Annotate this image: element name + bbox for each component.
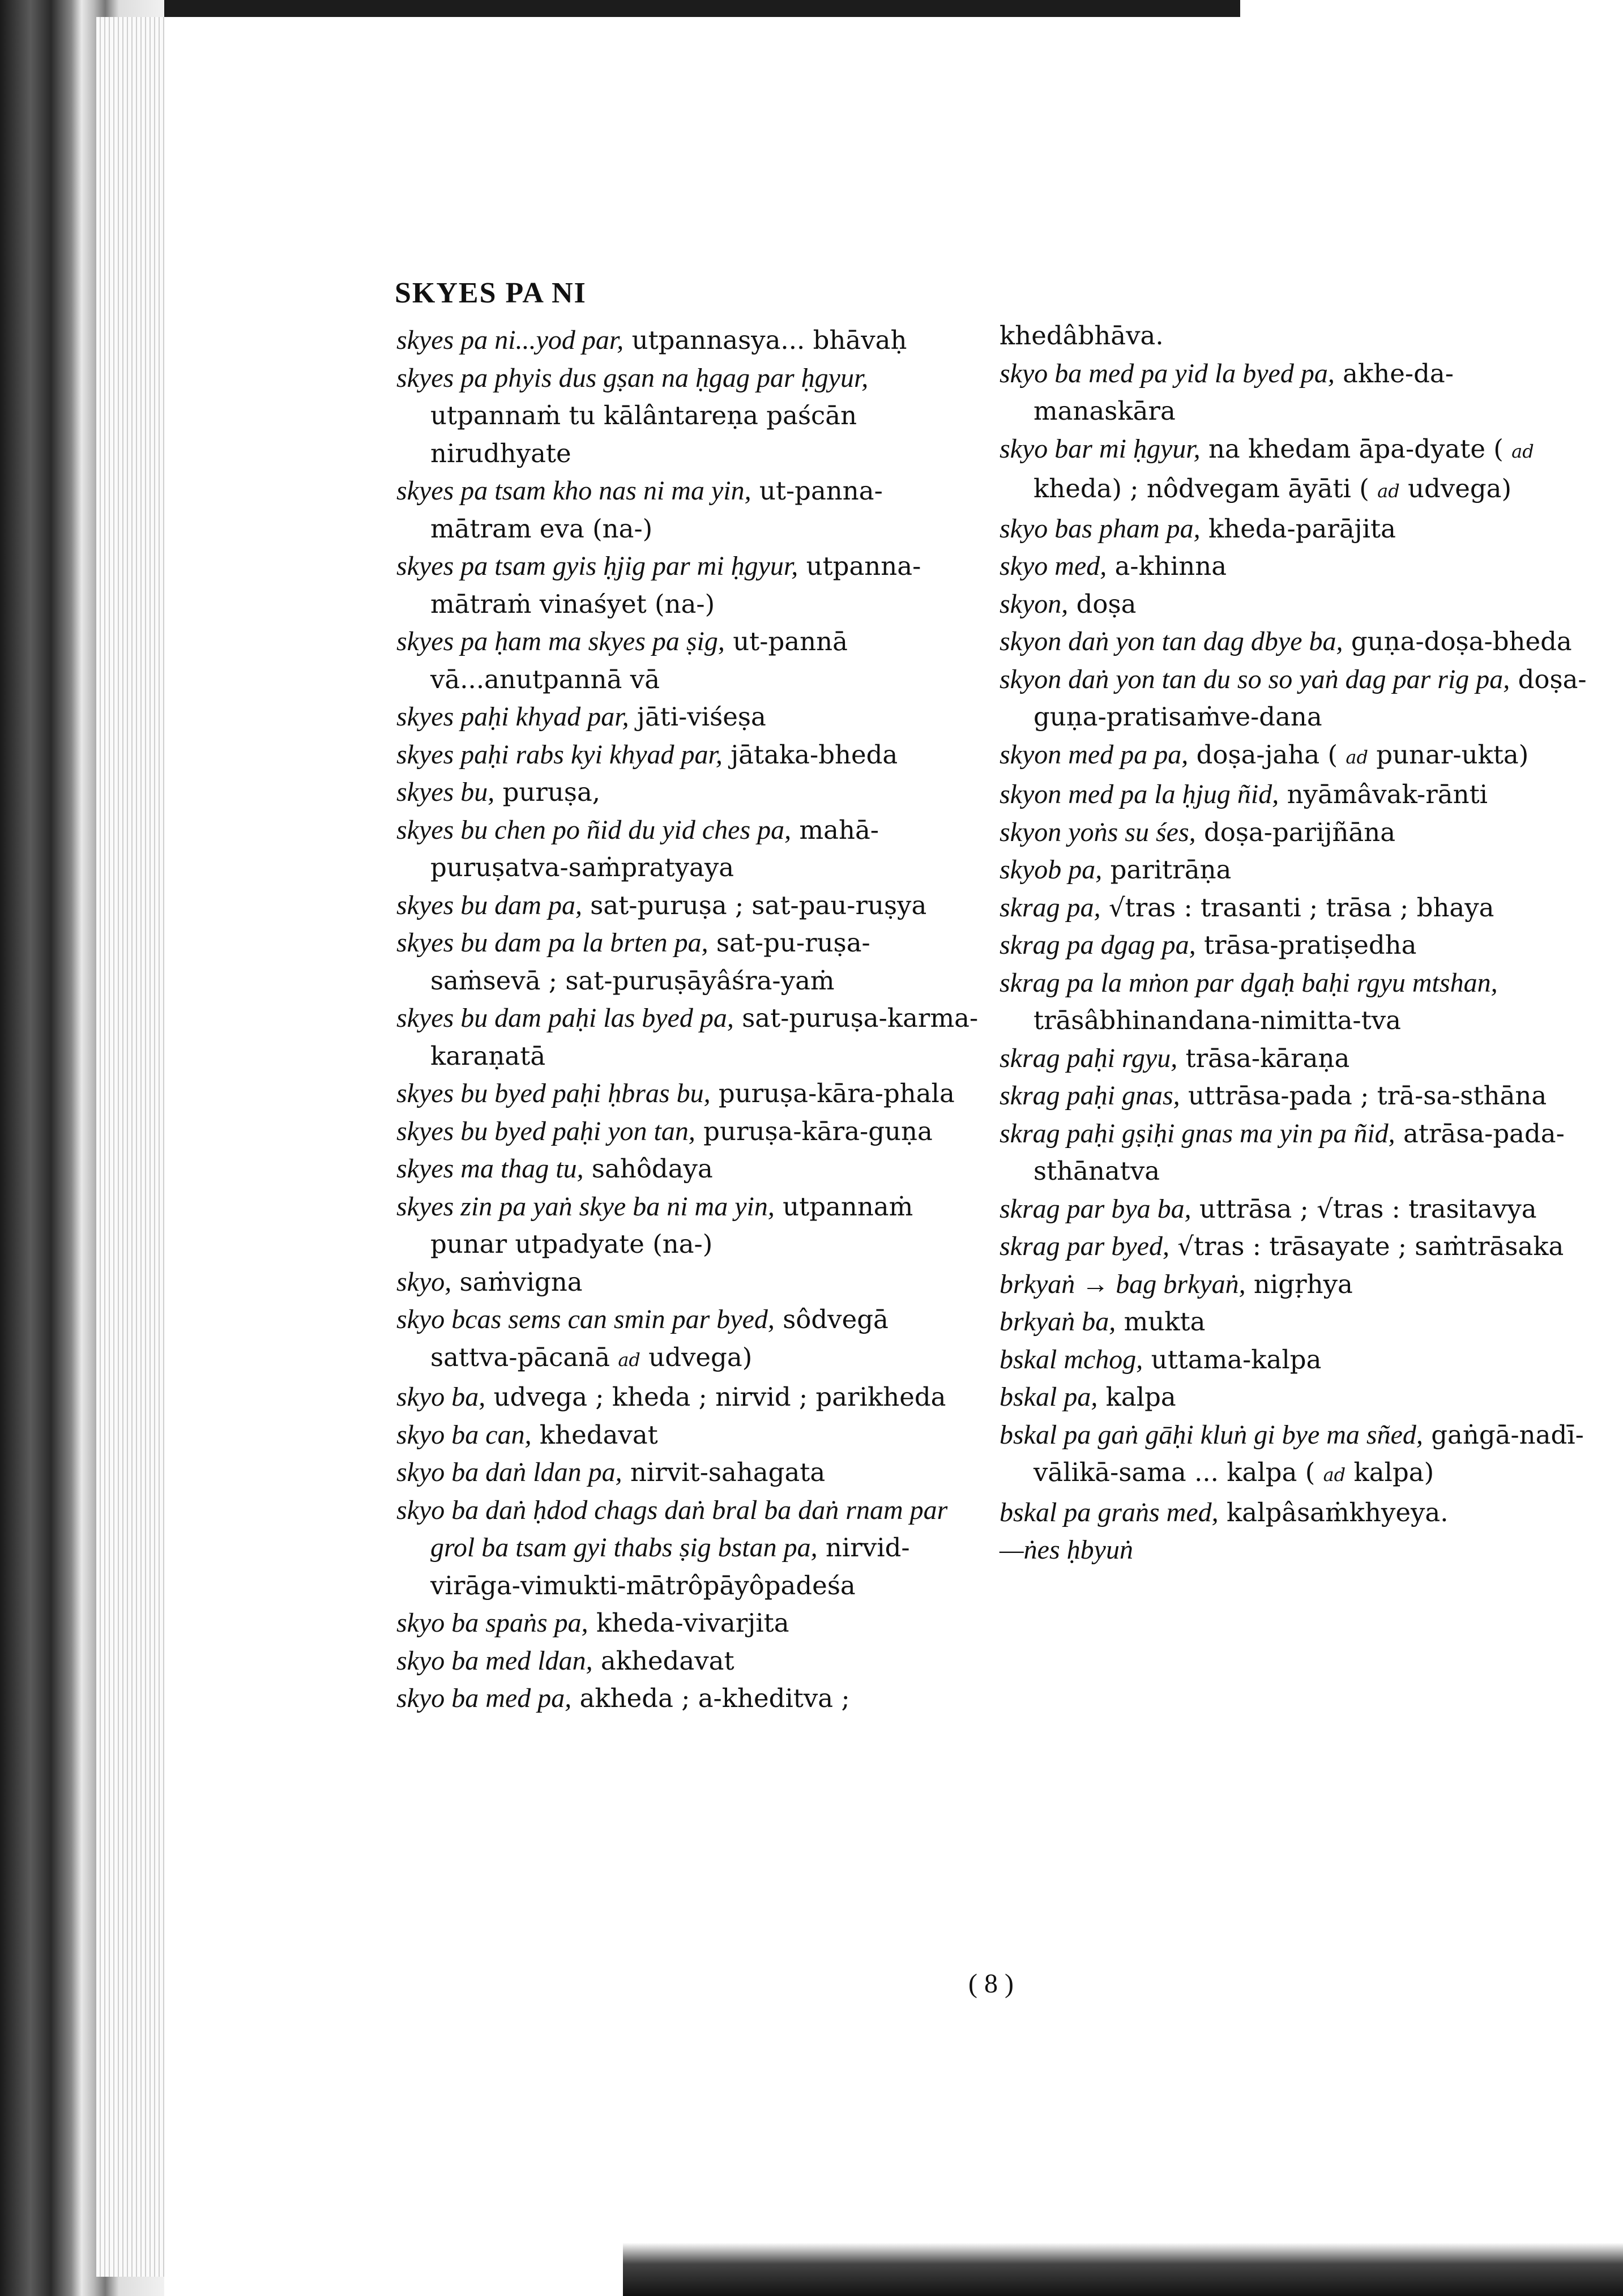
cross-reference-target: udvega) [1408,473,1512,503]
dictionary-entry [396,1000,980,1075]
dictionary-entry [1000,776,1594,814]
sanskrit-equivalent: utpanna-mātraṁ vinaśyet (na-) [430,551,921,619]
tibetan-headword: skrag paḥi rgyu, [1000,1043,1178,1073]
tibetan-headword: skrag paḥi gṣiḥi gnas ma yin pa ñid, [1000,1118,1395,1149]
sanskrit-equivalent: akheda ; a-kheditva ; [579,1683,850,1713]
tibetan-headword: skyes zin pa yaṅ skye ba ni ma yin, [396,1191,775,1222]
sanskrit-equivalent: jātaka-bheda [731,739,898,770]
sanskrit-equivalent: khedavat [539,1419,658,1450]
dictionary-entry [396,1642,980,1680]
tibetan-headword: skyo ba spaṅs pa, [396,1608,588,1638]
sanskrit-equivalent: kalpa [1105,1382,1176,1412]
running-header: SKYES PA NI [395,277,587,309]
dictionary-entry [396,1113,980,1151]
tibetan-headword: skyob pa, [1000,855,1103,885]
dictionary-entry [1000,851,1594,889]
sanskrit-equivalent: mahā-puruṣatva-saṁpratyaya [430,814,879,882]
tibetan-headword: skyo ba daṅ ḥdod chags daṅ bral ba daṅ rnam par grol ba tsam gyi thabs ṣig bstan pa, [396,1495,948,1563]
dictionary-entry [396,1604,980,1642]
scan-bottom-shadow [623,2243,1623,2296]
cross-reference-target: kheda) ; nôdvegam āyāti ( [1033,473,1369,503]
dictionary-entry [396,548,980,623]
dictionary-entry [396,623,980,698]
dictionary-entry [396,472,980,548]
tibetan-headword: bskal mchog, [1000,1344,1143,1375]
tibetan-headword: skrag paḥi gnas, [1000,1081,1180,1111]
sanskrit-equivalent: khedâbhāva. [1000,321,1164,351]
sanskrit-equivalent: √tras : trasanti ; trāsa ; bhaya [1108,892,1494,923]
tibetan-headword: skrag pa dgag pa, [1000,930,1196,960]
dictionary-entry [396,360,980,473]
dictionary-entry [1000,965,1594,1040]
scan-top-shadow [164,0,1240,17]
sanskrit-equivalent: puruṣa-kāra-phala [718,1078,955,1108]
sanskrit-equivalent: uttrāsa ; √tras : trasitavya [1199,1193,1537,1224]
tibetan-headword: skyes paḥi khyad par, [396,702,629,732]
tibetan-headword: brkyaṅ → bag brkyaṅ, [1000,1269,1246,1299]
tibetan-headword: skyo bar mi ḥgyur, [1000,433,1201,464]
dictionary-entry [1000,927,1594,965]
sanskrit-equivalent: guṇa-doṣa-bheda [1351,626,1572,656]
sanskrit-equivalent: nyāmâvak-rānti [1287,779,1488,809]
tibetan-headword: skyo ba med pa yid la byed pa, [1000,358,1335,389]
tibetan-headword: skyes bu dam pa la brten pa, [396,928,708,958]
dictionary-entry [396,887,980,925]
cross-reference-marker: ad [618,1348,640,1371]
sanskrit-equivalent: utpannasya... bhāvaḥ [631,325,907,355]
sanskrit-equivalent: doṣa [1076,588,1137,619]
sanskrit-equivalent: trāsa-pratiṣedha [1203,930,1417,960]
sanskrit-equivalent: uttrāsa-pada ; trā-sa-sthāna [1188,1081,1547,1111]
dictionary-entry [396,774,980,812]
dictionary-entry [396,1680,980,1718]
tibetan-headword: skrag pa la mṅon par dgaḥ baḥi rgyu mtshan, [1000,967,1498,998]
tibetan-headword: —ṅes ḥbyuṅ [1000,1535,1133,1565]
tibetan-headword: skyes bu dam paḥi las byed pa, [396,1003,734,1033]
tibetan-headword: skyon daṅ yon tan du so so yaṅ dag par rig pa, [1000,664,1510,694]
dictionary-entry [1000,317,1594,355]
dictionary-entry [396,1264,980,1301]
dictionary-entry [1000,1303,1594,1341]
cross-reference-marker: ad [1346,746,1368,768]
dictionary-entry [396,1454,980,1492]
dictionary-entry [1000,1531,1594,1569]
sanskrit-equivalent: trāsa-kāraṇa [1185,1043,1350,1073]
sanskrit-equivalent: a-khinna [1114,551,1227,581]
tibetan-headword: bskal pa, [1000,1382,1098,1412]
sanskrit-equivalent: sat-puruṣa ; sat-pau-ruṣya [590,890,927,920]
tibetan-headword: bskal pa gaṅ gāḥi kluṅ gi bye ma sñed, [1000,1419,1423,1450]
page-edges [96,17,170,2277]
dictionary-entry [396,1150,980,1188]
sanskrit-equivalent: akhe-da-manaskāra [1033,358,1454,426]
dictionary-entry [396,812,980,887]
dictionary-entry [396,1075,980,1113]
tibetan-headword: skyo ba can, [396,1419,532,1450]
sanskrit-equivalent: saṁvigna [459,1266,583,1297]
dictionary-entry [1000,1190,1594,1228]
dictionary-entry [396,924,980,1000]
left-column [396,322,980,1718]
sanskrit-equivalent: nirvid-virāga-vimukti-mātrôpāyôpadeśa [430,1533,910,1601]
sanskrit-equivalent: nigṛhya [1253,1269,1353,1299]
dictionary-entry [1000,1077,1594,1115]
sanskrit-equivalent: kheda-vivarjita [596,1608,789,1638]
sanskrit-equivalent: sahôdaya [591,1154,713,1184]
sanskrit-equivalent: doṣa-parijñāna [1203,817,1396,847]
tibetan-headword: skyon, [1000,588,1069,619]
tibetan-headword: skyes bu, [396,777,495,807]
cross-reference-marker: ad [1323,1464,1346,1486]
tibetan-headword: skyo ba daṅ ldan pa, [396,1457,622,1487]
tibetan-headword: skyon med pa pa, [1000,739,1189,770]
sanskrit-equivalent: uttama-kalpa [1151,1344,1322,1375]
cross-reference-target: kalpa) [1353,1457,1434,1487]
dictionary-entry [1000,548,1594,586]
cross-reference-target: punar-ukta) [1376,739,1529,770]
dictionary-entry [1000,355,1594,430]
sanskrit-equivalent: ut-pannā vā...anutpannā vā [430,626,848,694]
tibetan-headword: skyes paḥi rabs kyi khyad par, [396,739,723,770]
sanskrit-equivalent: utpannaṁ tu kālântareṇa paścān nirudhyate [430,400,857,468]
tibetan-headword: skyes bu chen po ñid du yid ches pa, [396,814,792,845]
tibetan-headword: skyo ba med ldan, [396,1645,593,1676]
sanskrit-equivalent: na khedam āpa-dyate ( [1208,433,1504,464]
dictionary-entry [1000,1115,1594,1190]
sanskrit-equivalent: puruṣa-kāra-guṇa [703,1116,933,1146]
dictionary-entry [1000,586,1594,624]
tibetan-headword: skyes bu byed paḥi ḥbras bu, [396,1078,711,1108]
sanskrit-equivalent: akhedavat [600,1645,734,1676]
cross-reference-marker: ad [1511,440,1534,462]
cross-reference-marker: ad [1377,480,1400,502]
tibetan-headword: skyo med, [1000,551,1107,581]
tibetan-headword: skrag par bya ba, [1000,1193,1191,1224]
dictionary-entry [1000,1341,1594,1379]
tibetan-headword: skrag par byed, [1000,1231,1169,1261]
dictionary-entry [1000,1228,1594,1266]
dictionary-entry [1000,1416,1594,1494]
page-number: ( 8 ) [968,1969,1014,1999]
dictionary-entry [1000,1494,1594,1532]
dictionary-entry [1000,889,1594,927]
dictionary-entry [396,736,980,774]
tibetan-headword: brkyaṅ ba, [1000,1307,1116,1337]
tibetan-headword: skrag pa, [1000,892,1101,923]
sanskrit-equivalent: trāsâbhinandana-nimitta-tva [1033,1005,1401,1035]
tibetan-headword: skyes pa tsam gyis ḥjig par mi ḥgyur, [396,551,798,581]
tibetan-headword: skyo bcas sems can smin par byed, [396,1304,775,1334]
tibetan-headword: skyo ba med pa, [396,1683,572,1713]
dictionary-entry [396,1188,980,1264]
dictionary-entry [396,1416,980,1454]
sanskrit-equivalent: utpannaṁ punar utpadyate (na-) [430,1191,913,1259]
tibetan-headword: skyes bu byed paḥi yon tan, [396,1116,695,1146]
tibetan-headword: skyon med pa la ḥjug ñid, [1000,779,1279,809]
sanskrit-equivalent: ut-panna-mātram eva (na-) [430,476,883,544]
dictionary-entry [396,1379,980,1416]
tibetan-headword: skyes pa tsam kho nas ni ma yin, [396,476,751,506]
sanskrit-equivalent: sôdvegā sattva-pācanā [430,1304,889,1372]
dictionary-entry [1000,1040,1594,1078]
tibetan-headword: skyes pa ni...yod par, [396,325,624,355]
tibetan-headword: skyo bas pham pa, [1000,513,1201,544]
dictionary-entry [1000,430,1594,510]
tibetan-headword: skyes ma thag tu, [396,1154,584,1184]
sanskrit-equivalent: jāti-viśeṣa [637,702,766,732]
right-column [1000,317,1594,1569]
sanskrit-equivalent: sat-pu-ruṣa-saṁsevā ; sat-puruṣāyâśra-yaṁ [430,928,870,996]
dictionary-entry [1000,736,1594,776]
sanskrit-equivalent: √tras : trāsayate ; saṁtrāsaka [1177,1231,1564,1261]
dictionary-entry [1000,1379,1594,1416]
sanskrit-equivalent: paritrāṇa [1110,855,1232,885]
sanskrit-equivalent: puruṣa, [502,777,601,807]
dictionary-entry [396,1492,980,1605]
tibetan-headword: bskal pa graṅs med, [1000,1497,1219,1527]
tibetan-headword: skyo, [396,1266,452,1297]
tibetan-headword: skyes pa ḥam ma skyes pa ṣig, [396,626,725,656]
dictionary-entry [396,1301,980,1379]
sanskrit-equivalent: udvega ; kheda ; nirvid ; parikheda [493,1382,946,1412]
tibetan-headword: skyon yoṅs su śes, [1000,817,1196,847]
sanskrit-equivalent: kheda-parājita [1208,513,1396,544]
sanskrit-equivalent: doṣa-guṇa-pratisaṁve-dana [1033,664,1587,732]
cross-reference-target: udvega) [648,1342,753,1372]
sanskrit-equivalent: kalpâsaṁkhyeya. [1226,1497,1449,1527]
sanskrit-equivalent: sat-puruṣa-karma-karaṇatā [430,1003,979,1071]
dictionary-entry [1000,1266,1594,1304]
dictionary-entry [1000,510,1594,548]
sanskrit-equivalent: gaṅgā-nadī-vālikā-sama ... kalpa ( [1033,1419,1584,1487]
sanskrit-equivalent: nirvit-sahagata [630,1457,826,1487]
tibetan-headword: skyon daṅ yon tan dag dbye ba, [1000,626,1343,656]
sanskrit-equivalent: atrāsa-pada-sthānatva [1033,1118,1565,1186]
dictionary-entry [396,698,980,736]
sanskrit-equivalent: doṣa-jaha ( [1196,739,1338,770]
dictionary-entry [396,322,980,360]
tibetan-headword: skyo ba, [396,1382,486,1412]
sanskrit-equivalent: mukta [1124,1307,1206,1337]
dictionary-entry [1000,661,1594,736]
tibetan-headword: skyes bu dam pa, [396,890,582,920]
tibetan-headword: skyes pa phyis dus gṣan na ḥgag par ḥgyur, [396,362,869,393]
dictionary-entry [1000,623,1594,661]
dictionary-entry [1000,814,1594,852]
